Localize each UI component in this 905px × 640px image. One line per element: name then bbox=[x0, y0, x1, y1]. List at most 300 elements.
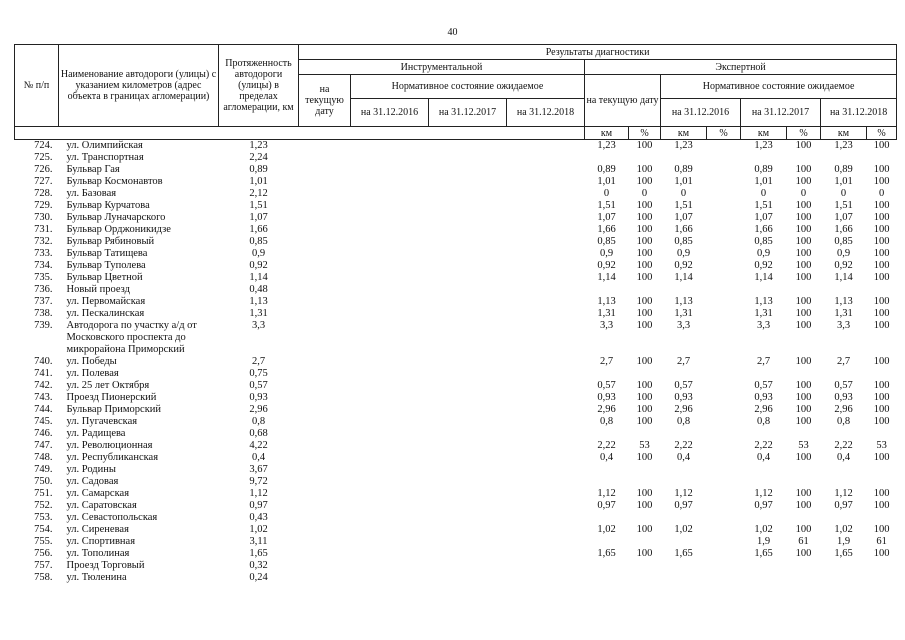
instr-2017-km bbox=[429, 164, 507, 176]
road-length: 1,13 bbox=[249, 296, 268, 307]
instr-2017-km bbox=[429, 260, 507, 272]
exp-current-km: 1,12 bbox=[597, 488, 616, 499]
exp-current-pct: 100 bbox=[636, 500, 653, 511]
exp-2017-km: 0,4 bbox=[756, 452, 771, 463]
instr-2018 bbox=[507, 416, 585, 428]
exp-current-pct bbox=[629, 560, 661, 572]
instr-2017-km bbox=[429, 272, 507, 284]
exp-2016-km: 2,96 bbox=[674, 404, 693, 415]
instr-2016-pct bbox=[351, 404, 429, 416]
instr-2017-km bbox=[429, 140, 507, 153]
road-length: 0,32 bbox=[249, 560, 268, 571]
exp-2018-pct: 100 bbox=[873, 320, 890, 331]
exp-2017-pct: 100 bbox=[795, 140, 812, 151]
table-row bbox=[15, 308, 897, 320]
road-length: 1,66 bbox=[249, 224, 268, 235]
exp-current-km: 0,8 bbox=[599, 416, 614, 427]
row-number: 749. bbox=[34, 464, 53, 475]
road-length: 1,12 bbox=[249, 488, 268, 499]
exp-2016-km: 1,66 bbox=[674, 224, 693, 235]
instr-2016-pct bbox=[351, 380, 429, 392]
exp-2016-km: 0,8 bbox=[676, 416, 691, 427]
exp-2016-km: 1,07 bbox=[674, 212, 693, 223]
exp-2016-pct bbox=[707, 452, 741, 464]
exp-2016-pct bbox=[707, 572, 741, 584]
exp-2018-pct: 100 bbox=[873, 212, 890, 223]
row-number: 750. bbox=[34, 476, 53, 487]
exp-2016-pct bbox=[707, 524, 741, 536]
exp-2018-pct: 53 bbox=[876, 440, 887, 451]
exp-2017-km bbox=[741, 464, 787, 476]
exp-2016-pct bbox=[707, 260, 741, 272]
exp-current-km: 2,22 bbox=[597, 440, 616, 451]
row-number: 756. bbox=[34, 548, 53, 559]
exp-2017-pct bbox=[787, 428, 821, 440]
table-row bbox=[15, 140, 897, 153]
exp-2018-pct: 100 bbox=[873, 224, 890, 235]
header-road-name: Наименование автодороги (улицы) с указанием километров (адрес объекта в границах агломерации) bbox=[59, 45, 219, 127]
exp-2017-pct: 100 bbox=[795, 272, 812, 283]
instr-2016-pct bbox=[351, 488, 429, 500]
instr-2016-pct bbox=[351, 272, 429, 284]
instr-2016-pct bbox=[351, 428, 429, 440]
exp-2018-km: 2,22 bbox=[834, 440, 853, 451]
exp-2017-km: 1,01 bbox=[754, 176, 773, 187]
row-number: 741. bbox=[34, 368, 53, 379]
instr-2017-km bbox=[429, 320, 507, 356]
exp-current-pct bbox=[629, 284, 661, 296]
instr-2016-pct bbox=[351, 248, 429, 260]
road-name: ул. Спортивная bbox=[66, 536, 136, 547]
instr-2018 bbox=[507, 284, 585, 296]
header-instr-current: на текущую дату bbox=[299, 75, 351, 127]
exp-2018-km: 1,01 bbox=[834, 176, 853, 187]
exp-2016-pct bbox=[707, 536, 741, 548]
instr-2016-pct bbox=[351, 560, 429, 572]
instr-2018 bbox=[507, 308, 585, 320]
road-length: 0,8 bbox=[251, 416, 266, 427]
exp-2017-pct: 100 bbox=[795, 548, 812, 559]
header-number: № п/п bbox=[15, 45, 59, 127]
road-name: Новый проезд bbox=[66, 284, 130, 295]
exp-2017-km: 3,3 bbox=[756, 320, 771, 331]
exp-current-pct: 100 bbox=[636, 212, 653, 223]
exp-2017-km: 0,97 bbox=[754, 500, 773, 511]
exp-2018-km bbox=[821, 368, 867, 380]
instr-current-km bbox=[299, 248, 351, 260]
exp-current-pct: 100 bbox=[636, 308, 653, 319]
exp-current-km bbox=[585, 284, 629, 296]
exp-current-pct bbox=[629, 572, 661, 584]
exp-2018-pct: 100 bbox=[873, 140, 890, 151]
instr-current-km bbox=[299, 380, 351, 392]
road-name: ул. Тюленина bbox=[66, 572, 127, 583]
exp-2016-km: 2,7 bbox=[676, 356, 691, 367]
exp-2016-pct bbox=[707, 488, 741, 500]
instr-2018 bbox=[507, 236, 585, 248]
row-number: 745. bbox=[34, 416, 53, 427]
instr-2017-km bbox=[429, 248, 507, 260]
instr-2018 bbox=[507, 500, 585, 512]
instr-2017-km bbox=[429, 488, 507, 500]
row-number: 740. bbox=[34, 356, 53, 367]
exp-2017-km bbox=[741, 368, 787, 380]
exp-2018-pct: 100 bbox=[873, 164, 890, 175]
exp-2018-pct bbox=[867, 476, 897, 488]
exp-2016-pct bbox=[707, 392, 741, 404]
instr-2018 bbox=[507, 248, 585, 260]
row-number: 738. bbox=[34, 308, 53, 319]
header-instr-normative: Нормативное состояние ожидаемое bbox=[351, 75, 585, 99]
exp-2016-pct bbox=[707, 464, 741, 476]
instr-2017-km bbox=[429, 368, 507, 380]
instr-2018 bbox=[507, 272, 585, 284]
table-row bbox=[15, 284, 897, 296]
instr-2018 bbox=[507, 212, 585, 224]
road-length: 0,68 bbox=[249, 428, 268, 439]
instr-2018 bbox=[507, 260, 585, 272]
exp-current-pct: 100 bbox=[636, 176, 653, 187]
row-number: 730. bbox=[34, 212, 53, 223]
row-number: 727. bbox=[34, 176, 53, 187]
exp-2017-km: 1,13 bbox=[754, 296, 773, 307]
instr-2016-pct bbox=[351, 200, 429, 212]
instr-current-km bbox=[299, 524, 351, 536]
exp-2016-km: 0,89 bbox=[674, 164, 693, 175]
exp-2018-pct bbox=[867, 428, 897, 440]
exp-2018-km bbox=[821, 152, 867, 164]
exp-2018-km: 1,14 bbox=[834, 272, 853, 283]
exp-2018-km: 1,65 bbox=[834, 548, 853, 559]
instr-2018 bbox=[507, 296, 585, 308]
instr-current-km bbox=[299, 320, 351, 356]
exp-current-pct: 100 bbox=[636, 224, 653, 235]
instr-2018 bbox=[507, 428, 585, 440]
row-number: 758. bbox=[34, 572, 53, 583]
instr-current-km bbox=[299, 356, 351, 368]
table-row bbox=[15, 440, 897, 452]
row-number: 729. bbox=[34, 200, 53, 211]
instr-2017-km bbox=[429, 356, 507, 368]
instr-2016-pct bbox=[351, 368, 429, 380]
table-row bbox=[15, 488, 897, 500]
exp-2018-km: 1,31 bbox=[834, 308, 853, 319]
exp-2017-km bbox=[741, 572, 787, 584]
exp-current-pct bbox=[629, 536, 661, 548]
exp-2018-pct bbox=[867, 512, 897, 524]
exp-2018-pct bbox=[867, 152, 897, 164]
instr-current-km bbox=[299, 140, 351, 153]
instr-2017-km bbox=[429, 176, 507, 188]
exp-2018-pct: 100 bbox=[873, 272, 890, 283]
header-exp-normative: Нормативное состояние ожидаемое bbox=[661, 75, 897, 99]
exp-current-pct: 100 bbox=[636, 320, 653, 331]
exp-current-pct: 100 bbox=[636, 524, 653, 535]
exp-current-pct: 100 bbox=[636, 164, 653, 175]
exp-2017-pct: 100 bbox=[795, 500, 812, 511]
exp-current-km bbox=[585, 152, 629, 164]
exp-current-km: 0,89 bbox=[597, 164, 616, 175]
exp-2016-pct bbox=[707, 500, 741, 512]
diagnostics-table bbox=[14, 44, 897, 584]
exp-2018-pct: 100 bbox=[873, 416, 890, 427]
instr-2018 bbox=[507, 512, 585, 524]
table-row bbox=[15, 164, 897, 176]
instr-2016-pct bbox=[351, 296, 429, 308]
header-unit-km: км bbox=[585, 127, 629, 140]
table-row bbox=[15, 212, 897, 224]
exp-2018-pct: 100 bbox=[873, 296, 890, 307]
row-number: 751. bbox=[34, 488, 53, 499]
exp-2017-pct: 53 bbox=[798, 440, 809, 451]
header-instr-2017: на 31.12.2017 bbox=[429, 99, 507, 127]
road-name: Проезд Торговый bbox=[66, 560, 145, 571]
exp-2016-km bbox=[661, 368, 707, 380]
exp-2018-pct: 100 bbox=[873, 200, 890, 211]
table-row bbox=[15, 452, 897, 464]
exp-current-km: 1,65 bbox=[597, 548, 616, 559]
instr-2018 bbox=[507, 368, 585, 380]
exp-current-pct bbox=[629, 428, 661, 440]
instr-current-km bbox=[299, 260, 351, 272]
instr-2016-pct bbox=[351, 176, 429, 188]
instr-2016-pct bbox=[351, 392, 429, 404]
instr-current-km bbox=[299, 548, 351, 560]
exp-current-pct: 100 bbox=[636, 404, 653, 415]
exp-2018-pct: 100 bbox=[873, 380, 890, 391]
row-number: 753. bbox=[34, 512, 53, 523]
table-header bbox=[15, 45, 897, 140]
exp-2016-pct bbox=[707, 152, 741, 164]
exp-2017-pct: 100 bbox=[795, 320, 812, 331]
exp-2016-pct bbox=[707, 320, 741, 356]
row-number: 734. bbox=[34, 260, 53, 271]
header-length: Протяженность автодороги (улицы) в пределах агломерации, км bbox=[219, 45, 299, 127]
exp-2018-km bbox=[821, 572, 867, 584]
instr-2017-km bbox=[429, 416, 507, 428]
header-exp-2018: на 31.12.2018 bbox=[821, 99, 897, 127]
instr-2016-pct bbox=[351, 236, 429, 248]
header-exp-current: на текущую дату bbox=[585, 75, 661, 127]
exp-2016-pct bbox=[707, 296, 741, 308]
exp-2017-km: 0,9 bbox=[756, 248, 771, 259]
instr-current-km bbox=[299, 152, 351, 164]
exp-2016-km bbox=[661, 428, 707, 440]
instr-2016-pct bbox=[351, 512, 429, 524]
exp-2016-km: 1,13 bbox=[674, 296, 693, 307]
table-row bbox=[15, 500, 897, 512]
instr-current-km bbox=[299, 392, 351, 404]
road-name: ул. Первомайская bbox=[66, 296, 146, 307]
exp-2018-pct bbox=[867, 464, 897, 476]
exp-current-km: 0,9 bbox=[599, 248, 614, 259]
instr-2018 bbox=[507, 320, 585, 356]
exp-2018-pct: 100 bbox=[873, 356, 890, 367]
road-length: 0,43 bbox=[249, 512, 268, 523]
exp-current-km bbox=[585, 428, 629, 440]
exp-2016-pct bbox=[707, 236, 741, 248]
table-row bbox=[15, 356, 897, 368]
exp-current-pct: 100 bbox=[636, 488, 653, 499]
exp-2018-km: 0,8 bbox=[836, 416, 851, 427]
exp-current-pct: 100 bbox=[636, 140, 653, 151]
exp-2017-km: 0,89 bbox=[754, 164, 773, 175]
instr-2016-pct bbox=[351, 440, 429, 452]
road-name: ул. Самарская bbox=[66, 488, 130, 499]
instr-2017-km bbox=[429, 236, 507, 248]
instr-2018 bbox=[507, 452, 585, 464]
exp-2018-km: 0,85 bbox=[834, 236, 853, 247]
instr-current-km bbox=[299, 452, 351, 464]
instr-2017-km bbox=[429, 212, 507, 224]
exp-2018-pct: 100 bbox=[873, 548, 890, 559]
exp-2017-km: 1,02 bbox=[754, 524, 773, 535]
exp-2018-pct bbox=[867, 572, 897, 584]
instr-current-km bbox=[299, 176, 351, 188]
road-length: 1,51 bbox=[249, 200, 268, 211]
instr-current-km bbox=[299, 200, 351, 212]
table-row bbox=[15, 368, 897, 380]
instr-2018 bbox=[507, 464, 585, 476]
exp-2016-km: 0,85 bbox=[674, 236, 693, 247]
row-number: 733. bbox=[34, 248, 53, 259]
exp-2017-km bbox=[741, 512, 787, 524]
exp-2017-km: 1,51 bbox=[754, 200, 773, 211]
exp-2016-km: 0,93 bbox=[674, 392, 693, 403]
road-name: Бульвар Цветной bbox=[66, 272, 143, 283]
instr-current-km bbox=[299, 464, 351, 476]
exp-2018-pct: 100 bbox=[873, 248, 890, 259]
instr-2018 bbox=[507, 164, 585, 176]
road-name: ул. Республиканская bbox=[66, 452, 159, 463]
road-name: Бульвар Гая bbox=[66, 164, 120, 175]
exp-2016-km bbox=[661, 560, 707, 572]
exp-2018-pct: 100 bbox=[873, 176, 890, 187]
exp-2016-km bbox=[661, 152, 707, 164]
exp-2018-km: 0,9 bbox=[836, 248, 851, 259]
instr-current-km bbox=[299, 536, 351, 548]
table-row bbox=[15, 404, 897, 416]
road-length: 2,24 bbox=[249, 152, 268, 163]
instr-2016-pct bbox=[351, 356, 429, 368]
table-row bbox=[15, 296, 897, 308]
road-length: 0,9 bbox=[251, 248, 266, 259]
exp-2017-pct: 100 bbox=[795, 200, 812, 211]
table-row bbox=[15, 428, 897, 440]
exp-current-km bbox=[585, 536, 629, 548]
instr-2017-km bbox=[429, 404, 507, 416]
exp-2016-pct bbox=[707, 560, 741, 572]
road-length: 0,24 bbox=[249, 572, 268, 583]
table-row bbox=[15, 560, 897, 572]
instr-2017-km bbox=[429, 440, 507, 452]
exp-2016-pct bbox=[707, 188, 741, 200]
exp-2017-pct: 100 bbox=[795, 404, 812, 415]
road-name: Автодорога по участку а/д от Московского проспекта до микрорайона Приморский bbox=[66, 320, 197, 355]
exp-2018-pct: 100 bbox=[873, 236, 890, 247]
instr-current-km bbox=[299, 428, 351, 440]
exp-current-km: 1,13 bbox=[597, 296, 616, 307]
exp-2018-pct: 100 bbox=[873, 308, 890, 319]
exp-current-km bbox=[585, 368, 629, 380]
exp-current-pct: 100 bbox=[636, 236, 653, 247]
instr-current-km bbox=[299, 476, 351, 488]
road-length: 3,67 bbox=[249, 464, 268, 475]
exp-current-pct: 100 bbox=[636, 356, 653, 367]
instr-2017-km bbox=[429, 560, 507, 572]
table-row bbox=[15, 476, 897, 488]
instr-2017-km bbox=[429, 476, 507, 488]
road-length: 1,01 bbox=[249, 176, 268, 187]
exp-2017-pct: 100 bbox=[795, 356, 812, 367]
header-results: Результаты диагностики bbox=[299, 45, 897, 60]
exp-2017-pct: 100 bbox=[795, 212, 812, 223]
instr-current-km bbox=[299, 440, 351, 452]
instr-2018 bbox=[507, 488, 585, 500]
header-exp-2016: на 31.12.2016 bbox=[661, 99, 741, 127]
exp-2018-km: 0,93 bbox=[834, 392, 853, 403]
instr-2018 bbox=[507, 176, 585, 188]
instr-2018 bbox=[507, 536, 585, 548]
instr-2016-pct bbox=[351, 284, 429, 296]
header-instrumental: Инструментальной bbox=[299, 60, 585, 75]
exp-2016-km bbox=[661, 284, 707, 296]
exp-2017-km: 1,07 bbox=[754, 212, 773, 223]
exp-2018-pct: 100 bbox=[873, 524, 890, 535]
exp-2018-pct bbox=[867, 368, 897, 380]
instr-2018 bbox=[507, 560, 585, 572]
exp-2018-pct: 100 bbox=[873, 392, 890, 403]
road-length: 3,3 bbox=[251, 320, 266, 331]
instr-current-km bbox=[299, 404, 351, 416]
road-length: 0,85 bbox=[249, 236, 268, 247]
exp-current-km: 0,4 bbox=[599, 452, 614, 463]
instr-current-km bbox=[299, 512, 351, 524]
exp-2018-km: 3,3 bbox=[836, 320, 851, 331]
row-number: 728. bbox=[34, 188, 53, 199]
exp-2018-pct: 61 bbox=[876, 536, 887, 547]
page-number: 40 bbox=[447, 27, 458, 38]
exp-2016-km: 1,23 bbox=[674, 140, 693, 151]
exp-current-pct bbox=[629, 476, 661, 488]
exp-2017-pct: 100 bbox=[795, 488, 812, 499]
exp-2017-km: 0 bbox=[760, 188, 767, 199]
row-number: 748. bbox=[34, 452, 53, 463]
exp-current-km: 1,07 bbox=[597, 212, 616, 223]
road-length: 2,7 bbox=[251, 356, 266, 367]
instr-2018 bbox=[507, 140, 585, 153]
exp-2016-pct bbox=[707, 428, 741, 440]
exp-2017-pct bbox=[787, 464, 821, 476]
instr-2016-pct bbox=[351, 188, 429, 200]
exp-2018-km: 1,9 bbox=[836, 536, 851, 547]
road-length: 0,89 bbox=[249, 164, 268, 175]
exp-2016-pct bbox=[707, 548, 741, 560]
header-unit-pct: % bbox=[867, 127, 897, 140]
exp-2017-pct: 100 bbox=[795, 224, 812, 235]
exp-2018-km: 2,7 bbox=[836, 356, 851, 367]
instr-current-km bbox=[299, 236, 351, 248]
row-number: 724. bbox=[34, 140, 53, 151]
exp-2017-km: 0,93 bbox=[754, 392, 773, 403]
exp-current-km bbox=[585, 512, 629, 524]
exp-2017-pct: 61 bbox=[798, 536, 809, 547]
instr-2016-pct bbox=[351, 572, 429, 584]
exp-current-km bbox=[585, 476, 629, 488]
exp-2017-km bbox=[741, 284, 787, 296]
instr-current-km bbox=[299, 560, 351, 572]
instr-2016-pct bbox=[351, 464, 429, 476]
